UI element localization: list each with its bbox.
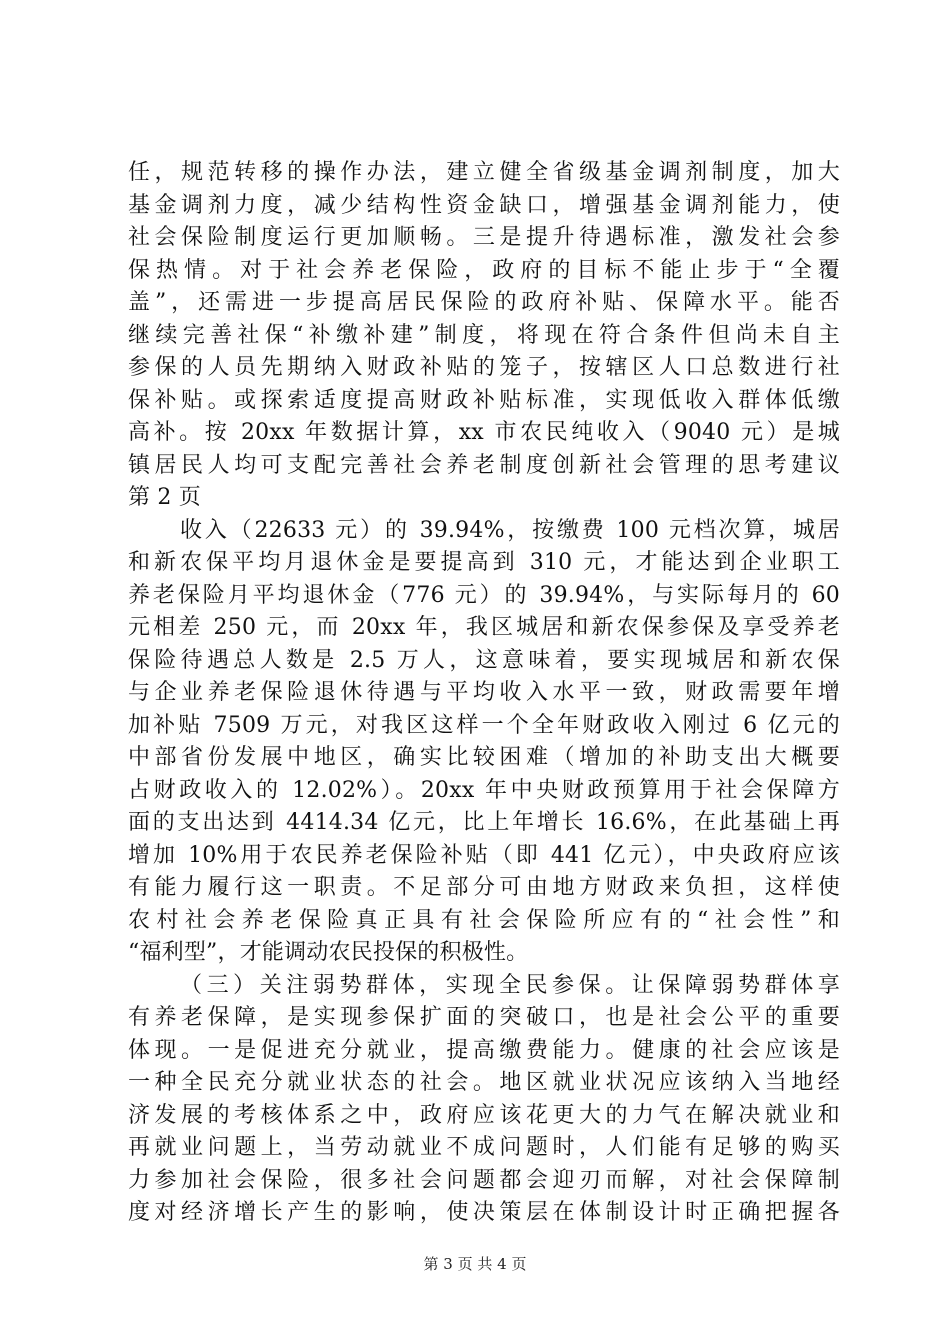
text-line: 有能力履行这一职责。不足部分可由地方财政来负担，这样使 bbox=[128, 875, 840, 900]
text-line: 镇居民人均可支配完善社会养老制度创新社会管理的思考建议 bbox=[128, 452, 840, 478]
text-line: 高补。按 20xx 年数据计算，xx 市农民纯收入（9040 元）是城 bbox=[128, 420, 840, 445]
text-line: 体现。一是促进充分就业，提高缴费能力。健康的社会应该是 bbox=[128, 1037, 840, 1063]
text-line: 度对经济增长产生的影响，使决策层在体制设计时正确把握各 bbox=[128, 1200, 840, 1225]
text-line: 参保的人员先期纳入财政补贴的笼子，按辖区人口总数进行社 bbox=[128, 355, 840, 380]
text-line: 元相差 250 元，而 20xx 年，我区城居和新农保参保及享受养老 bbox=[128, 615, 840, 640]
page-footer: 第 3 页 共 4 页 bbox=[423, 1255, 527, 1273]
text-line: （三）关注弱势群体，实现全民参保。让保障弱势群体享 bbox=[180, 972, 840, 998]
text-line: 任，规范转移的操作办法，建立健全省级基金调剂制度，加大 bbox=[128, 160, 840, 185]
text-line: 养老保险月平均退休金（776 元）的 39.94%，与实际每月的 60 bbox=[128, 582, 840, 608]
document-body bbox=[128, 157, 840, 1230]
text-line: 中部省份发展中地区，确实比较困难（增加的补助支出大概要 bbox=[128, 745, 840, 770]
text-line: 增加 10%用于农民养老保险补贴（即 441 亿元），中央政府应该 bbox=[128, 842, 840, 868]
text-line: 一种全民充分就业状态的社会。地区就业状况应该纳入当地经 bbox=[128, 1070, 840, 1095]
text-line: 和新农保平均月退休金是要提高到 310 元，才能达到企业职工 bbox=[128, 550, 840, 575]
text-line: 保热情。对于社会养老保险，政府的目标不能止步于“全覆 bbox=[128, 257, 840, 283]
text-line: 收入（22633 元）的 39.94%，按缴费 100 元档次算，城居 bbox=[180, 517, 840, 543]
text-line: 基金调剂力度，减少结构性资金缺口，增强基金调剂能力，使 bbox=[128, 192, 840, 218]
text-line: 有养老保障，是实现参保扩面的突破口，也是社会公平的重要 bbox=[128, 1005, 840, 1030]
text-line: 保补贴。或探索适度提高财政补贴标准，实现低收入群体低缴 bbox=[128, 387, 840, 413]
text-line: 保险待遇总人数是 2.5 万人，这意味着，要实现城居和新农保 bbox=[128, 647, 840, 673]
text-line: 加补贴 7509 万元，对我区这样一个全年财政收入刚过 6 亿元的 bbox=[128, 712, 840, 738]
text-line: 与企业养老保险退休待遇与平均收入水平一致，财政需要年增 bbox=[128, 680, 840, 705]
text-line: 再就业问题上，当劳动就业不成问题时，人们能有足够的购买 bbox=[128, 1135, 840, 1160]
text-line: 占财政收入的 12.02%）。20xx 年中央财政预算用于社会保障方 bbox=[128, 777, 840, 803]
text-line: 第 2 页 bbox=[128, 485, 201, 510]
text-line: 农村社会养老保险真正具有社会保险所应有的“社会性”和 bbox=[128, 907, 840, 933]
text-line: 继续完善社保“补缴补建”制度，将现在符合条件但尚未自主 bbox=[128, 322, 840, 348]
text-line: 盖”，还需进一步提高居民保险的政府补贴、保障水平。能否 bbox=[128, 290, 840, 315]
text-line: 济发展的考核体系之中，政府应该花更大的力气在解决就业和 bbox=[128, 1102, 840, 1128]
text-line: “福利型”，才能调动农民投保的积极性。 bbox=[128, 940, 529, 965]
text-line: 社会保险制度运行更加顺畅。三是提升待遇标准，激发社会参 bbox=[128, 225, 840, 250]
text-line: 面的支出达到 4414.34 亿元，比上年增长 16.6%，在此基础上再 bbox=[128, 810, 840, 835]
text-line: 力参加社会保险，很多社会问题都会迎刃而解，对社会保障制 bbox=[128, 1167, 840, 1193]
